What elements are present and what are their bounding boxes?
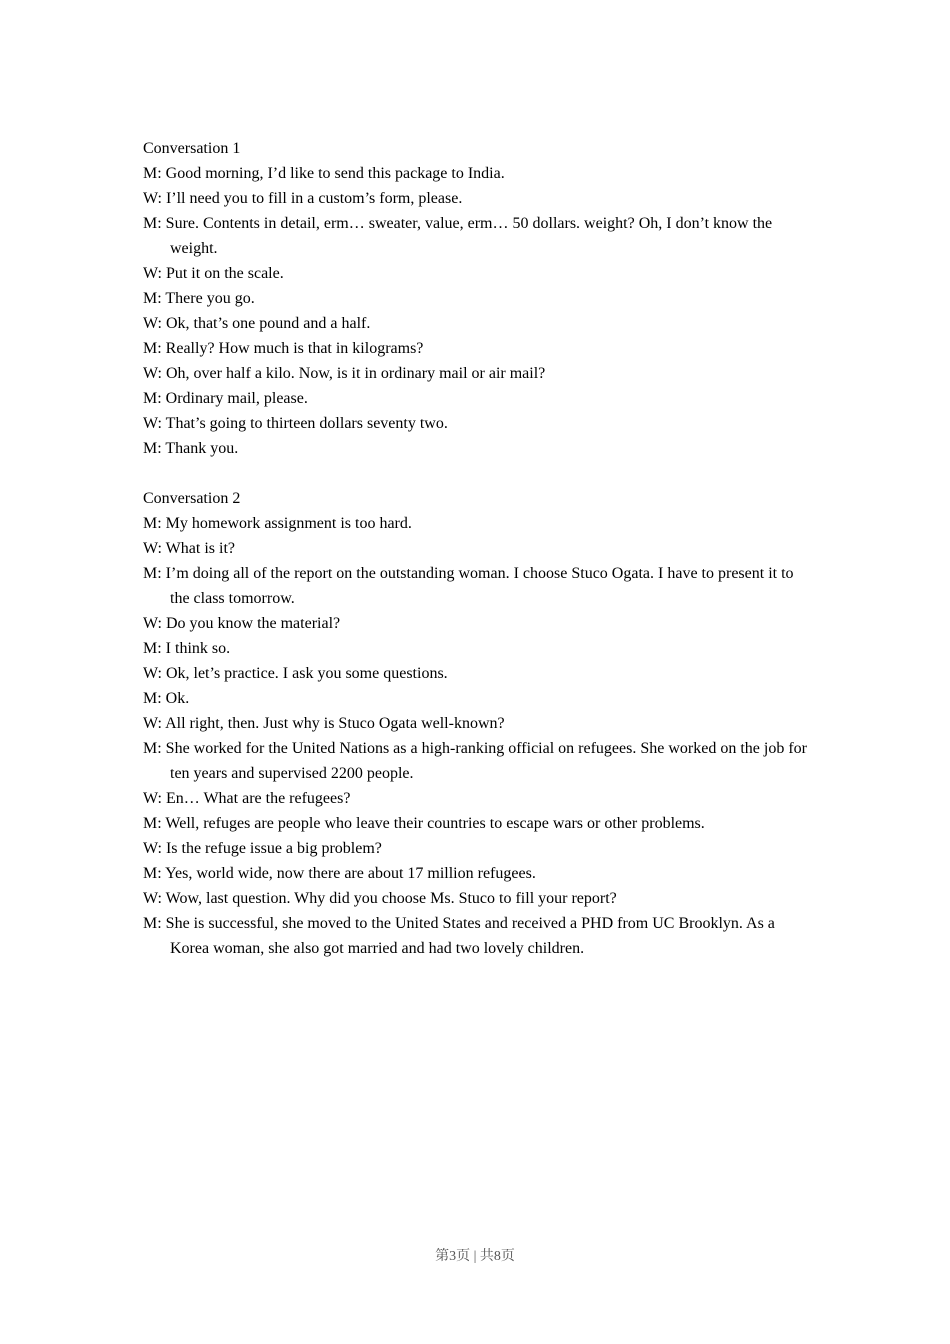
dialogue-text: Ordinary mail, please. — [165, 390, 308, 407]
dialogue-text: Yes, world wide, now there are about 17 million refugees. — [165, 865, 536, 882]
dialogue-text: Ok. — [165, 690, 190, 707]
dialogue-line — [143, 411, 808, 436]
speaker-label: M: — [143, 340, 162, 357]
speaker-label: W: — [143, 715, 162, 732]
speaker-label: M: — [143, 440, 162, 457]
speaker-label: W: — [143, 190, 162, 207]
dialogue-line — [143, 186, 808, 211]
transcript — [143, 136, 808, 961]
dialogue-line — [143, 361, 808, 386]
dialogue-line — [143, 211, 808, 261]
speaker-label: W: — [143, 840, 162, 857]
dialogue-text: There you go. — [165, 290, 255, 307]
dialogue-line — [143, 811, 808, 836]
dialogue-line — [143, 661, 808, 686]
speaker-label: M: — [143, 290, 162, 307]
speaker-label: M: — [143, 640, 162, 657]
dialogue-line — [143, 886, 808, 911]
speaker-label: M: — [143, 915, 162, 932]
dialogue-line — [143, 286, 808, 311]
dialogue-text: I’ll need you to fill in a custom’s form, please. — [165, 190, 463, 207]
speaker-label: M: — [143, 515, 162, 532]
dialogue-text: I’m doing all of the report on the outstanding woman. I choose Stuco Ogata. I have to present it to the class tomorrow. — [165, 565, 794, 607]
speaker-label: W: — [143, 540, 162, 557]
speaker-label: W: — [143, 790, 162, 807]
dialogue-line — [143, 636, 808, 661]
speaker-label: M: — [143, 815, 162, 832]
speaker-label: M: — [143, 390, 162, 407]
dialogue-line — [143, 386, 808, 411]
dialogue-text: Really? How much is that in kilograms? — [165, 340, 424, 357]
speaker-label: W: — [143, 365, 162, 382]
dialogue-text: Is the refuge issue a big problem? — [165, 840, 382, 857]
dialogue-text: Thank you. — [165, 440, 239, 457]
speaker-label: W: — [143, 415, 162, 432]
dialogue-line — [143, 836, 808, 861]
dialogue-text: Well, refuges are people who leave their countries to escape wars or other problems. — [165, 815, 705, 832]
speaker-label: W: — [143, 265, 162, 282]
dialogue-text: That’s going to thirteen dollars seventy two. — [165, 415, 448, 432]
dialogue-text: Do you know the material? — [165, 615, 341, 632]
dialogue-line — [143, 536, 808, 561]
dialogue-line — [143, 911, 808, 961]
speaker-label: M: — [143, 215, 162, 232]
dialogue-line — [143, 861, 808, 886]
dialogue-line — [143, 261, 808, 286]
dialogue-text: Sure. Contents in detail, erm… sweater, value, erm… 50 dollars. weight? Oh, I don’t know the weight. — [165, 215, 773, 257]
dialogue-line — [143, 336, 808, 361]
dialogue-text: Oh, over half a kilo. Now, is it in ordinary mail or air mail? — [165, 365, 546, 382]
dialogue-line — [143, 686, 808, 711]
dialogue-line — [143, 511, 808, 536]
dialogue-line — [143, 611, 808, 636]
speaker-label: M: — [143, 165, 162, 182]
dialogue-text: What is it? — [165, 540, 235, 557]
dialogue-text: Ok, that’s one pound and a half. — [165, 315, 371, 332]
speaker-label: W: — [143, 890, 162, 907]
dialogue-line — [143, 161, 808, 186]
dialogue-text: Put it on the scale. — [165, 265, 284, 282]
speaker-label: W: — [143, 615, 162, 632]
dialogue-text: Wow, last question. Why did you choose Ms. Stuco to fill your report? — [165, 890, 617, 907]
conversation-title: Conversation 1 — [143, 140, 241, 157]
dialogue-text: I think so. — [165, 640, 231, 657]
speaker-label: M: — [143, 865, 162, 882]
dialogue-text: She is successful, she moved to the United States and received a PHD from UC Brooklyn. As a Korea woman, she also got married and had two lovely children. — [165, 915, 775, 957]
dialogue-line — [143, 736, 808, 786]
dialogue-line — [143, 436, 808, 461]
dialogue-text: En… What are the refugees? — [165, 790, 351, 807]
dialogue-text: Good morning, I’d like to send this package to India. — [165, 165, 505, 182]
conversation-title: Conversation 2 — [143, 490, 241, 507]
dialogue-line — [143, 786, 808, 811]
dialogue-line — [143, 561, 808, 611]
dialogue-text: She worked for the United Nations as a high-ranking official on refugees. She worked on the job for ten years and supervised 2200 people. — [165, 740, 807, 782]
conversation-block — [143, 486, 808, 961]
speaker-label: M: — [143, 565, 162, 582]
dialogue-text: All right, then. Just why is Stuco Ogata well-known? — [165, 715, 505, 732]
speaker-label: M: — [143, 740, 162, 757]
dialogue-line — [143, 711, 808, 736]
page-footer — [0, 1248, 950, 1266]
speaker-label: W: — [143, 665, 162, 682]
dialogue-text: Ok, let’s practice. I ask you some questions. — [165, 665, 448, 682]
speaker-label: W: — [143, 315, 162, 332]
page-number-text: 第3页 | 共8页 — [435, 1249, 515, 1264]
dialogue-text: My homework assignment is too hard. — [165, 515, 412, 532]
speaker-label: M: — [143, 690, 162, 707]
conversation-block — [143, 136, 808, 461]
dialogue-line — [143, 311, 808, 336]
